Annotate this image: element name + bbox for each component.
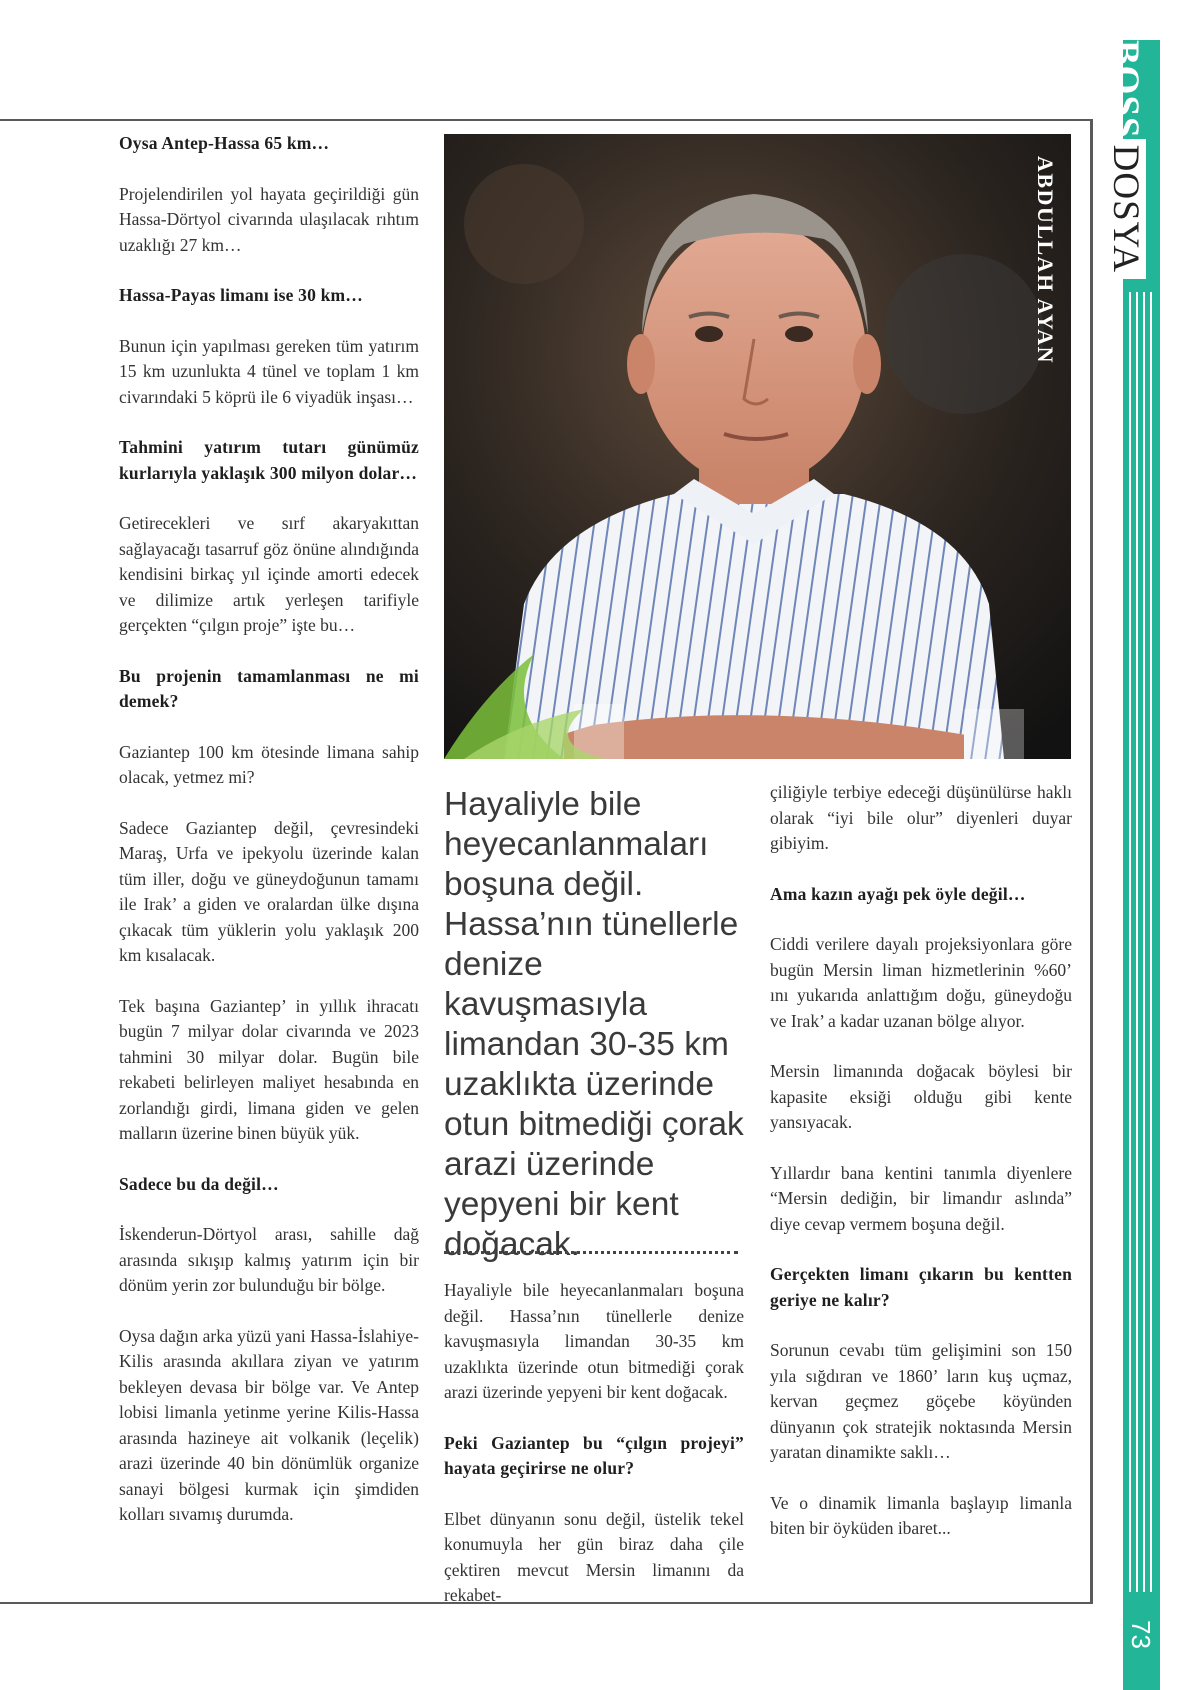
paragraph: Gaziantep 100 km ötesinde limana sahip olacak, yetmez mi?	[119, 741, 419, 787]
paragraph: çiliğiyle terbiye edeceği düşünülürse haklı olarak “iyi bile olur” diyenleri duyar gibiyim.	[770, 782, 1072, 853]
brand-dosya: DOSYA	[1105, 139, 1146, 279]
subheading: Sadece bu da değil…	[119, 1173, 279, 1194]
page-number	[1126, 1620, 1160, 1680]
paragraph: Oysa dağın arka yüzü yani Hassa-İslahiye-Kilis arasında akıllara ziyan ve yatırım bekleyen devasa bir bölge var. Ve Antep lobisi limanla yetinme yerine Kilis-Hassa arasında hazineye ait volkanik (leçelik) arazi üzerinde 40 bin dönümlük organize sanayi bölgesi kurmak için şimdiden kolları sıvamış durumda.	[119, 1325, 419, 1524]
column-2	[444, 1278, 744, 1634]
paragraph: Mersin limanında doğacak böylesi bir kapasite eksiği olduğu gibi kente yansıyacak.	[770, 1061, 1072, 1132]
photo-credit-text: ABDULLAH AYAN	[1033, 156, 1058, 364]
portrait-illustration	[444, 134, 1071, 759]
column-1	[119, 131, 419, 1553]
paragraph: Yıllardır bana kentini tanımla diyenlere “Mersin dediğin, bir limandır aslında” diye cevap vermem boşuna değil.	[770, 1162, 1072, 1234]
subheading: Hassa-Payas limanı ise 30 km…	[119, 285, 364, 305]
subheading: Gerçekten limanı çıkarın bu kentten geriye ne kalır?	[770, 1264, 1072, 1310]
paragraph: Elbet dünyanın sonu değil, üstelik tekel konumuyla her gün biraz daha çile çektiren mevcut Mersin limanını da rekabet-	[444, 1508, 744, 1605]
subheading: Ama kazın ayağı pek öyle değil…	[770, 883, 1026, 904]
dotted-divider	[444, 1251, 738, 1254]
paragraph: Sadece Gaziantep değil, çevresindeki Maraş, Urfa ve ipekyolu üzerinde kalan tüm iller, doğu ve güneydoğunun tamamı ile Irak’ a giden ve oralardan ülke dışına çıkacak tüm yüklerin yolu yaklaşık 200 km kısalacak.	[119, 817, 419, 965]
paragraph: İskenderun-Dörtyol arası, sahille dağ arasında sıkışıp kalmış yatırım için bir dönüm yerin zor bulunduğu bir bölge.	[119, 1224, 419, 1295]
photo-credit	[1030, 156, 1060, 364]
subheading: Peki Gaziantep bu “çılgın projeyi” hayata geçirirse ne olur?	[444, 1432, 744, 1478]
sidebar-rules	[1127, 292, 1157, 1592]
sidebar-top-gap	[1123, 0, 1160, 40]
paragraph: Ve o dinamik limanla başlayıp limanla biten bir öyküden ibaret...	[770, 1492, 1072, 1538]
subheading: Oysa Antep-Hassa 65 km…	[119, 133, 330, 153]
subheading: Bu projenin tamamlanması ne mi demek?	[119, 665, 419, 711]
paragraph: Projelendirilen yol hayata geçirildiği gün Hassa-Dörtyol civarında ulaşılacak rıhtım uzaklığı 27 km…	[119, 183, 419, 255]
portrait-photo	[444, 134, 1071, 759]
paragraph: Ciddi verilere dayalı projeksiyonlara göre bugün Mersin liman hizmetlerinin %60’ ını yukarıda anlattığım doğu, güneydoğu ve Irak’ a kadar uzanan bölge alıyor.	[770, 934, 1072, 1031]
brand-boss: BOSS	[1105, 40, 1146, 139]
section-brand	[1105, 40, 1161, 290]
subheading: Tahmini yatırım tutarı günümüz kurlarıyla yaklaşık 300 milyon dolar…	[119, 437, 419, 483]
paragraph: Sorunun cevabı tüm gelişimini son 150 yıla sığdıran ve 1860’ ların kuş uçmaz, kervan geçmez göçebe köyünden dünyanın çok stratejik noktasında Mersin yaratan dinamikte saklı…	[770, 1340, 1072, 1462]
paragraph: Bunun için yapılması gereken tüm yatırım 15 km uzunlukta 4 tünel ve toplam 1 km civarındaki 5 köprü ile 6 viyadük inşası…	[119, 335, 419, 407]
paragraph: Getirecekleri ve sırf akaryakıttan sağlayacağı tasarruf göz önüne alındığında kendisini birkaç yıl içinde amorti edecek ve dilimize artık yerleşen tarifiyle gerçekten “çılgın proje” işte bu…	[119, 513, 419, 635]
column-3	[770, 780, 1072, 1567]
paragraph: Hayaliyle bile heyecanlanmaları boşuna değil. Hassa’nın tünellerle denize kavuşmasıyla limandan 30-35 km uzaklıkta üzerinde otun bitmediği çorak arazi üzerinde yepyeni bir kent doğacak.	[444, 1280, 744, 1402]
page-number-text: 73	[1126, 1620, 1156, 1649]
brand-text	[1105, 40, 1146, 279]
paragraph: Tek başına Gaziantep’ in yıllık ihracatı bugün 7 milyar dolar civarında ve 2023 tahmini 30 milyar dolar. Bugün bile rekabeti belirleyen maliyet hesabında en zorlandığı girdi, limana giden ve gelen malların üzerine binen büyük yük.	[119, 995, 419, 1143]
pull-quote: Hayaliyle bile heyecanlanmaları boşuna değil. Hassa’nın tünellerle denize kavuşmasıyla limandan 30-35 km uzaklıkta üzerinde otun bitmediği çorak arazi üzerinde yepyeni bir kent doğacak.	[444, 786, 744, 1263]
